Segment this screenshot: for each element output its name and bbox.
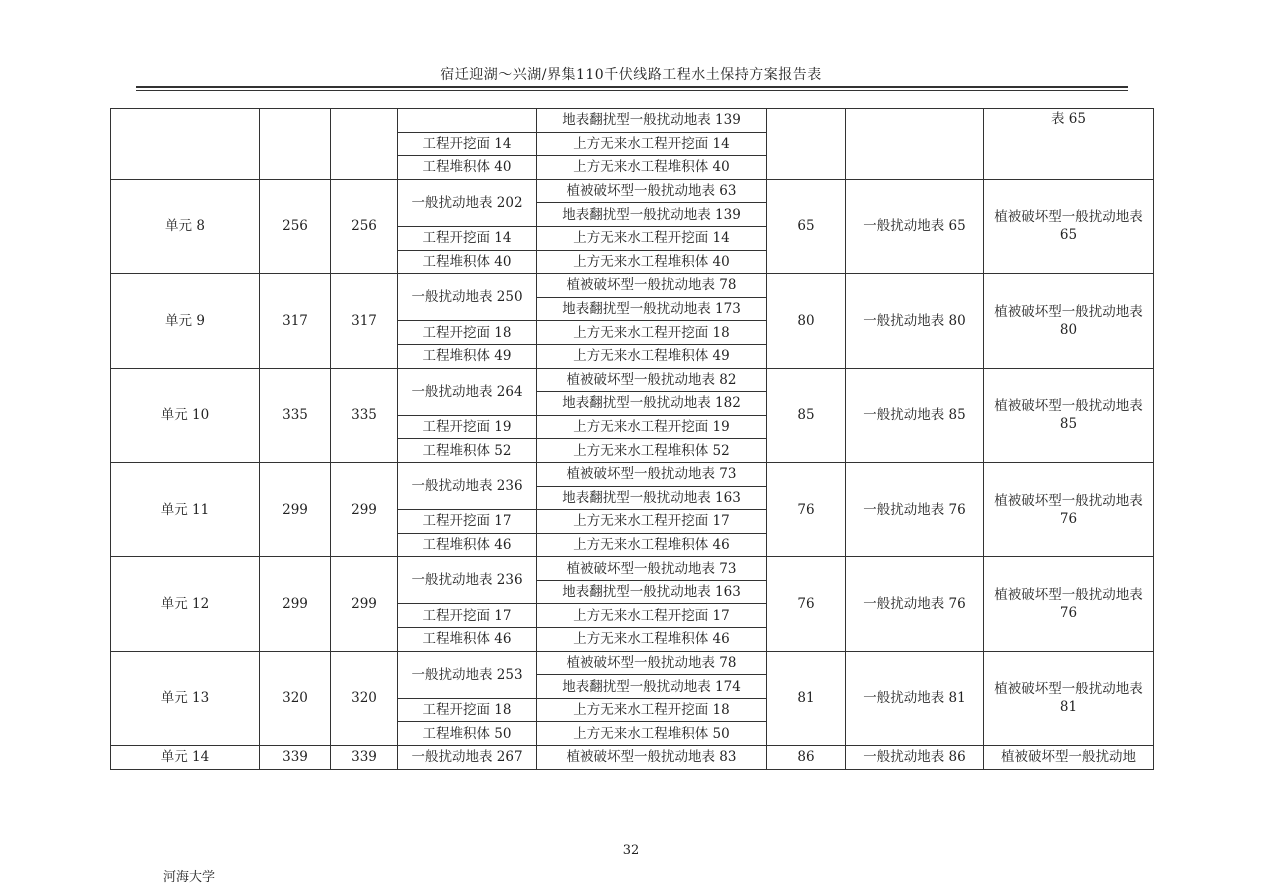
table-cell: 植被破坏型一般扰动地	[984, 746, 1154, 770]
table-row	[111, 109, 1154, 133]
table-cell: 一般扰动地表 85	[846, 368, 984, 462]
table-cell: 植被破坏型一般扰动地表 73	[537, 557, 767, 581]
table-cell: 植被破坏型一般扰动地表 83	[537, 746, 767, 770]
table-cell	[846, 109, 984, 180]
table-cell: 地表翻扰型一般扰动地表 163	[537, 580, 767, 604]
page-number: 32	[622, 843, 640, 858]
header-rule-thin	[136, 90, 1128, 91]
table-cell: 地表翻扰型一般扰动地表 182	[537, 392, 767, 416]
table-cell: 工程开挖面 14	[398, 132, 537, 156]
table-cell: 339	[260, 746, 331, 770]
table-cell: 256	[260, 179, 331, 273]
table-cell: 工程开挖面 17	[398, 510, 537, 534]
table-cell: 76	[767, 462, 846, 556]
table-cell: 335	[331, 368, 398, 462]
table-cell: 65	[767, 179, 846, 273]
table-row	[111, 368, 1154, 392]
table-cell: 地表翻扰型一般扰动地表 163	[537, 486, 767, 510]
table-cell: 单元 14	[111, 746, 260, 770]
table-cell: 320	[260, 651, 331, 745]
table-row	[111, 179, 1154, 203]
table-cell: 单元 8	[111, 179, 260, 273]
table-row	[111, 462, 1154, 486]
table-cell: 工程开挖面 19	[398, 415, 537, 439]
table-cell: 上方无来水工程开挖面 17	[537, 510, 767, 534]
table-cell: 上方无来水工程开挖面 18	[537, 698, 767, 722]
table-cell: 317	[260, 274, 331, 368]
page-header-title: 宿迁迎湖～兴湖/界集110千伏线路工程水土保持方案报告表	[440, 67, 822, 83]
table-cell: 地表翻扰型一般扰动地表 139	[537, 203, 767, 227]
table-cell: 上方无来水工程堆积体 46	[537, 533, 767, 557]
header-rule-thick	[136, 86, 1128, 88]
table-cell: 植被破坏型一般扰动地表 76	[984, 557, 1154, 651]
table-cell: 76	[767, 557, 846, 651]
table-cell: 上方无来水工程堆积体 52	[537, 439, 767, 463]
table-cell: 上方无来水工程开挖面 17	[537, 604, 767, 628]
table-cell	[398, 109, 537, 133]
table-cell: 一般扰动地表 253	[398, 651, 537, 698]
table-cell: 299	[260, 462, 331, 556]
table-cell: 工程开挖面 14	[398, 226, 537, 250]
table-cell: 植被破坏型一般扰动地表 65	[984, 179, 1154, 273]
table-cell: 上方无来水工程开挖面 19	[537, 415, 767, 439]
table-cell: 工程开挖面 18	[398, 698, 537, 722]
table-cell: 256	[331, 179, 398, 273]
table-cell: 工程开挖面 18	[398, 321, 537, 345]
table-cell: 植被破坏型一般扰动地表 73	[537, 462, 767, 486]
table-cell: 工程开挖面 17	[398, 604, 537, 628]
table-cell: 86	[767, 746, 846, 770]
table-cell: 一般扰动地表 236	[398, 462, 537, 509]
table-cell: 植被破坏型一般扰动地表 81	[984, 651, 1154, 745]
table-cell: 320	[331, 651, 398, 745]
table-cell: 85	[767, 368, 846, 462]
table-cell: 一般扰动地表 202	[398, 179, 537, 226]
table-cell: 工程堆积体 40	[398, 250, 537, 274]
table-cell: 植被破坏型一般扰动地表 76	[984, 462, 1154, 556]
table-cell: 地表翻扰型一般扰动地表 173	[537, 297, 767, 321]
table-cell: 单元 11	[111, 462, 260, 556]
table-cell: 317	[331, 274, 398, 368]
table-cell: 上方无来水工程开挖面 18	[537, 321, 767, 345]
footer-institution: 河海大学	[163, 870, 216, 885]
table-cell: 地表翻扰型一般扰动地表 139	[537, 109, 767, 133]
table-row	[111, 746, 1154, 770]
table-cell: 地表翻扰型一般扰动地表 174	[537, 675, 767, 699]
table-cell: 339	[331, 746, 398, 770]
table-cell: 上方无来水工程堆积体 40	[537, 250, 767, 274]
table-cell: 工程堆积体 46	[398, 628, 537, 652]
table-cell: 工程堆积体 50	[398, 722, 537, 746]
table-cell: 工程堆积体 40	[398, 156, 537, 180]
table-cell: 一般扰动地表 236	[398, 557, 537, 604]
table-cell: 299	[331, 557, 398, 651]
table-cell: 植被破坏型一般扰动地表 85	[984, 368, 1154, 462]
table-cell: 植被破坏型一般扰动地表 82	[537, 368, 767, 392]
table-row	[111, 274, 1154, 298]
table-cell: 上方无来水工程堆积体 46	[537, 628, 767, 652]
table-cell: 单元 12	[111, 557, 260, 651]
table-cell: 上方无来水工程开挖面 14	[537, 226, 767, 250]
table-cell: 299	[331, 462, 398, 556]
table-cell: 上方无来水工程堆积体 50	[537, 722, 767, 746]
disturbance-table	[110, 108, 1154, 770]
table-cell: 工程堆积体 46	[398, 533, 537, 557]
table-cell: 植被破坏型一般扰动地表 78	[537, 651, 767, 675]
table-cell: 植被破坏型一般扰动地表 80	[984, 274, 1154, 368]
table-cell: 工程堆积体 49	[398, 344, 537, 368]
table-cell: 一般扰动地表 81	[846, 651, 984, 745]
table-cell: 335	[260, 368, 331, 462]
table-cell: 一般扰动地表 76	[846, 462, 984, 556]
table-row	[111, 651, 1154, 675]
table-cell: 81	[767, 651, 846, 745]
table-cell: 单元 9	[111, 274, 260, 368]
table-cell: 植被破坏型一般扰动地表 63	[537, 179, 767, 203]
table-cell	[767, 109, 846, 180]
table-cell: 一般扰动地表 267	[398, 746, 537, 770]
table-cell: 表 65	[984, 109, 1154, 180]
table-cell: 一般扰动地表 76	[846, 557, 984, 651]
table-cell: 上方无来水工程堆积体 49	[537, 344, 767, 368]
table-cell: 上方无来水工程开挖面 14	[537, 132, 767, 156]
table-cell: 单元 10	[111, 368, 260, 462]
table-cell: 一般扰动地表 264	[398, 368, 537, 415]
table-row	[111, 557, 1154, 581]
table-cell: 植被破坏型一般扰动地表 78	[537, 274, 767, 298]
table-cell: 工程堆积体 52	[398, 439, 537, 463]
table-cell: 上方无来水工程堆积体 40	[537, 156, 767, 180]
table-cell: 单元 13	[111, 651, 260, 745]
table-cell: 一般扰动地表 250	[398, 274, 537, 321]
table-cell	[111, 109, 260, 180]
table-cell: 80	[767, 274, 846, 368]
table-cell	[331, 109, 398, 180]
table-cell	[260, 109, 331, 180]
table-cell: 一般扰动地表 86	[846, 746, 984, 770]
table-cell: 299	[260, 557, 331, 651]
table-cell: 一般扰动地表 65	[846, 179, 984, 273]
table-cell: 一般扰动地表 80	[846, 274, 984, 368]
